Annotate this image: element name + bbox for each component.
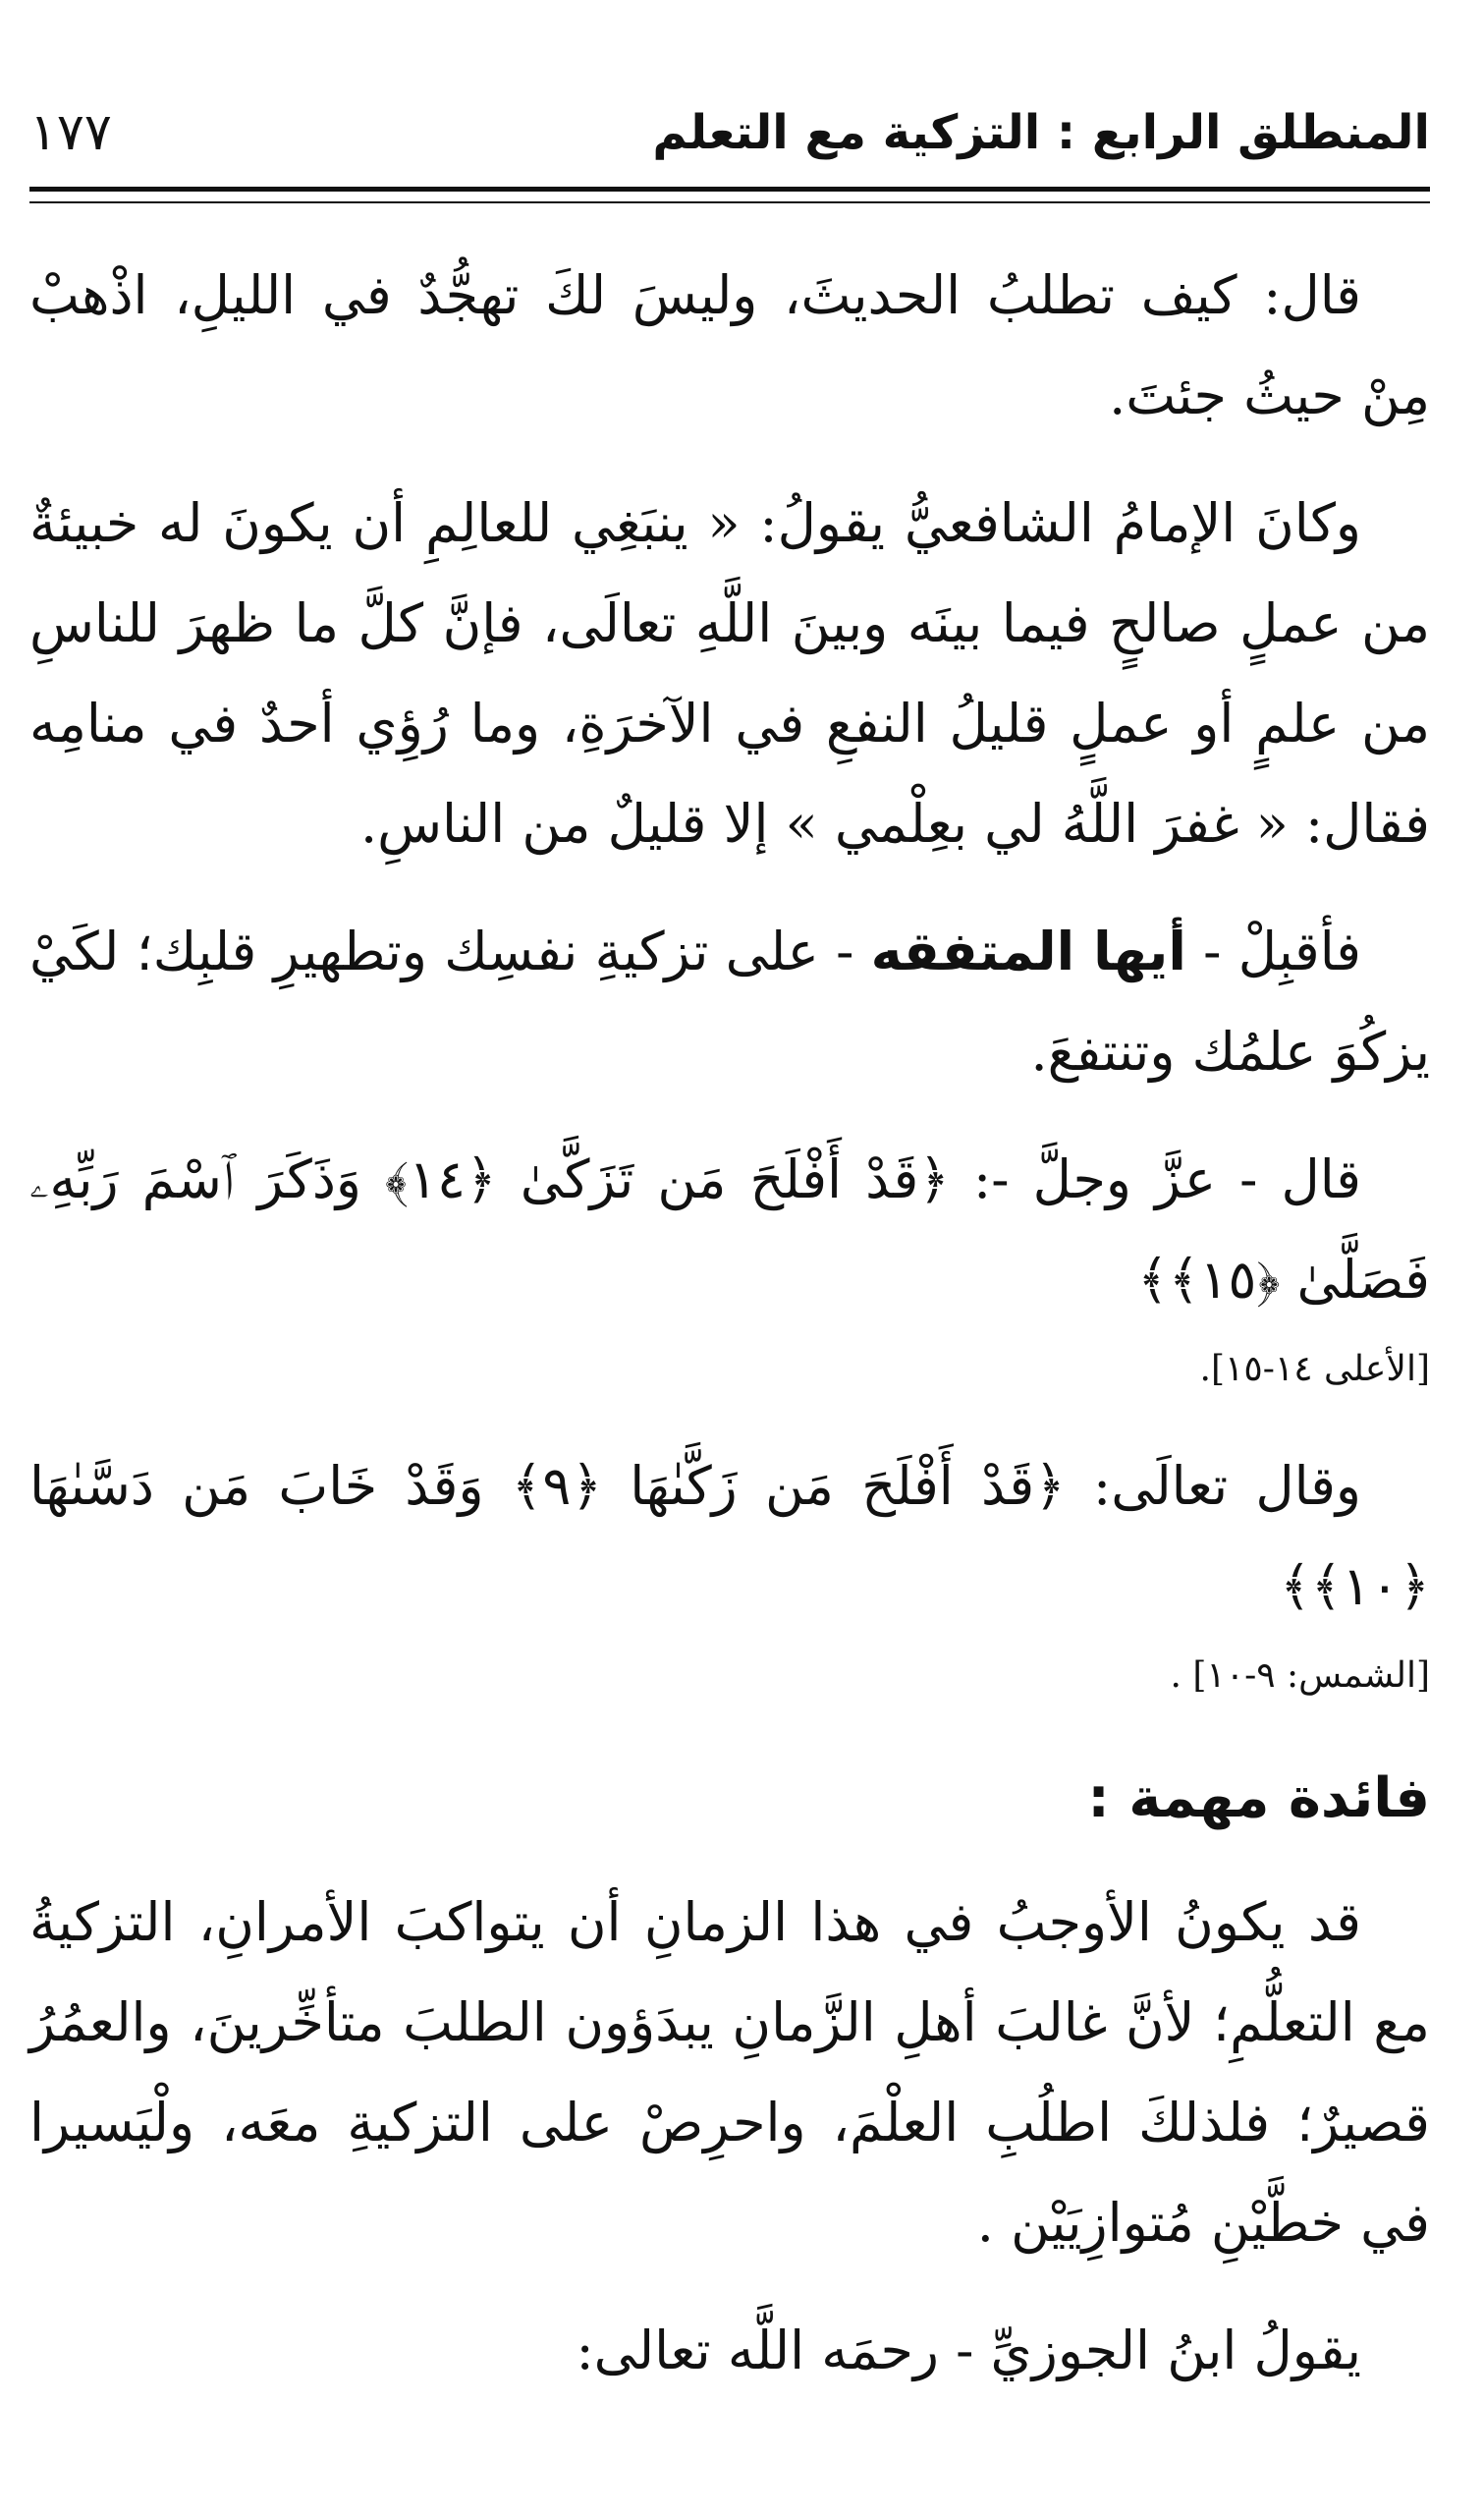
paragraph-1: قال: كيف تطلبُ الحديثَ، وليسَ لكَ تهجُّدٌ في الليلِ، اذْهبْ مِنْ حيثُ جئتَ. <box>29 264 1430 426</box>
running-title: المنطلق الرابع : التزكية مع التعلم <box>652 105 1430 160</box>
paragraph-3-start: فأقبِلْ - <box>1185 921 1361 982</box>
paragraph-2: وكانَ الإمامُ الشافعيُّ يقولُ: « ينبَغِي للعالِمِ أن يكونَ له خبيئةٌ من عملٍ صالحٍ فيما بينَه وبينَ اللَّهِ تعالَى، فإنَّ كلَّ ما ظهرَ للناسِ من علمٍ أو عملٍ قليلُ النفعِ في الآخرَةِ، وما رُؤِي أحدٌ في منامِه فقال: « غفرَ اللَّهُ لي بعِلْمي » إلا قليلٌ من الناسِ. <box>29 492 1430 855</box>
verse-reference-2: [الشمس: ٩-١٠] . <box>1170 1655 1430 1696</box>
quran-verse-2: ﴿قَدْ أَفْلَحَ مَن زَكَّىٰهَا ﴿٩﴾ وَقَدْ خَابَ مَن دَسَّىٰهَا ﴿١٠﴾﴾ <box>29 1455 1430 1617</box>
paragraph-5 <box>29 1436 1430 1637</box>
verse-intro-1: قال - عزَّ وجلَّ -: <box>949 1148 1361 1210</box>
page-body <box>29 246 1430 2429</box>
paragraph-3-end: - على تزكيةِ نفسِك وتطهيرِ قلبِك؛ لكَيْ يزكُوَ علمُك وتنتفعَ. <box>29 921 1430 1083</box>
paragraph-4 <box>29 1130 1430 1330</box>
page-number: ١٧٧ <box>29 103 112 162</box>
page-header <box>29 93 1430 182</box>
paragraph-3 <box>29 902 1430 1102</box>
header-rule-thick <box>29 187 1430 192</box>
quran-verse-1: ﴿قَدْ أَفْلَحَ مَن تَزَكَّىٰ ﴿١٤﴾ وَذَكَرَ ٱسْمَ رَبِّهِۦ فَصَلَّىٰ ﴿١٥﴾﴾ <box>29 1148 1430 1311</box>
paragraph-6: قد يكونُ الأوجبُ في هذا الزمانِ أن يتواكبَ الأمرانِ، التزكيةُ مع التعلُّمِ؛ لأنَّ غالبَ أهلِ الزَّمانِ يبدَؤون الطلبَ متأخِّرينَ، والعمُرُ قصيرٌ؛ فلذلكَ اطلُبِ العلْمَ، واحرِصْ على التزكيةِ معَه، ولْيَسيرا في خطَّيْنِ مُتوازِيَيْن . <box>29 1891 1430 2254</box>
section-heading: فائدة مهمة : <box>1087 1766 1430 1830</box>
paragraph-7: يقولُ ابنُ الجوزيِّ - رحمَه اللَّه تعالى: <box>576 2320 1361 2381</box>
verse-intro-2: وقال تعالَى: <box>1065 1455 1361 1517</box>
header-rule-thin <box>29 201 1430 203</box>
verse-reference-1: [الأعلى ١٤-١٥]. <box>1199 1349 1430 1389</box>
emphasis-addressee: أيها المتفقه <box>870 921 1186 982</box>
